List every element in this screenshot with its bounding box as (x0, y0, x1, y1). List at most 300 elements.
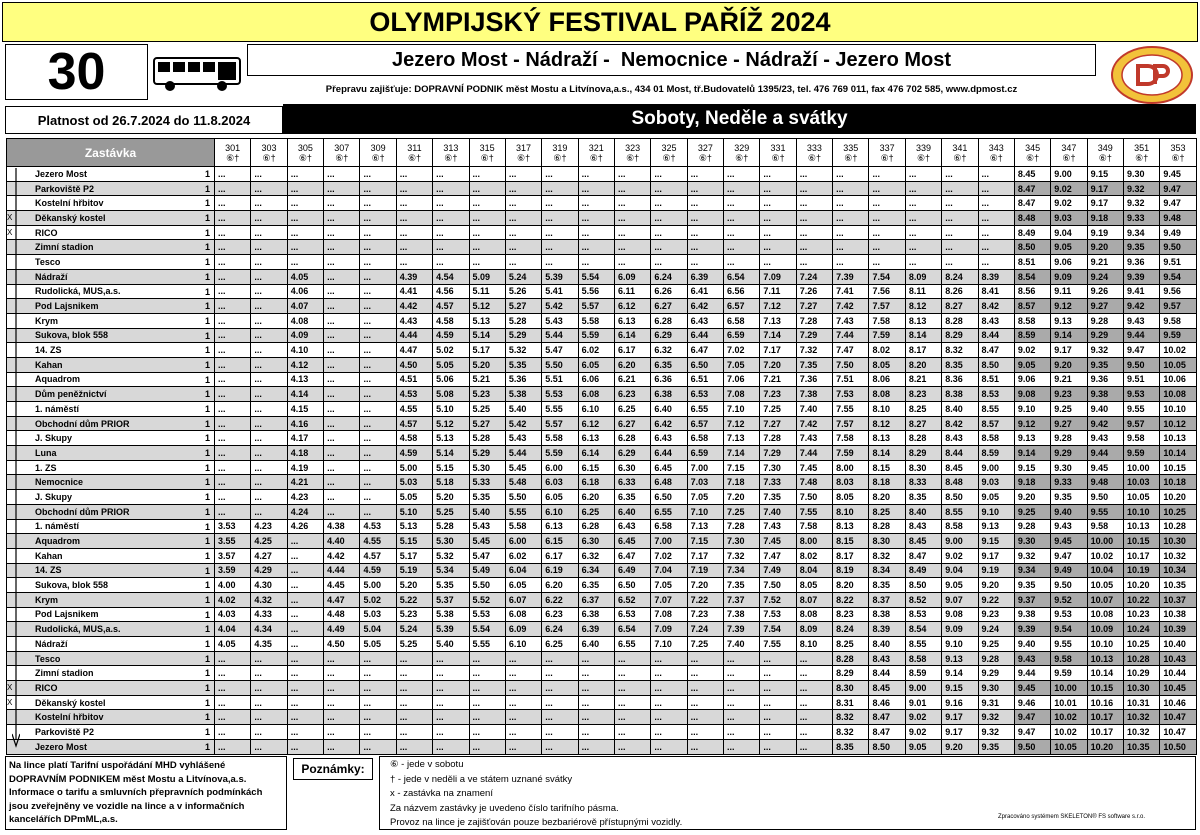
departure-time: 7.23 (687, 607, 723, 622)
departure-time: ... (324, 475, 360, 490)
departure-time: 9.47 (1160, 181, 1196, 196)
trip-number-header: 341 ⑥† (942, 139, 978, 167)
departure-time: 7.02 (651, 548, 687, 563)
departure-time: 4.08 (287, 313, 323, 328)
departure-time: 7.04 (651, 563, 687, 578)
departure-time: ... (360, 431, 396, 446)
timetable-grid (6, 138, 1197, 755)
departure-time: 9.52 (1051, 592, 1087, 607)
departure-time: ... (505, 710, 541, 725)
departure-time: ... (869, 196, 905, 211)
table-row (7, 739, 1197, 754)
departure-time: ... (760, 255, 796, 270)
trip-number-header: 347 ⑥† (1051, 139, 1087, 167)
departure-time: ... (251, 284, 287, 299)
departure-time: 4.39 (396, 269, 432, 284)
departure-time: 7.43 (760, 519, 796, 534)
departure-time: 5.30 (433, 534, 469, 549)
departure-time: 9.35 (978, 739, 1014, 754)
departure-time: 9.40 (1014, 637, 1050, 652)
departure-time: ... (469, 225, 505, 240)
departure-time: ... (215, 490, 251, 505)
departure-time: 8.32 (869, 548, 905, 563)
departure-time: 4.48 (324, 607, 360, 622)
departure-time: 8.48 (1014, 211, 1050, 226)
departure-time: 5.18 (433, 475, 469, 490)
departure-time: 5.14 (469, 328, 505, 343)
departure-time: ... (433, 725, 469, 740)
departure-time: ... (687, 181, 723, 196)
departure-time: ... (578, 651, 614, 666)
departure-time: 6.49 (614, 563, 650, 578)
departure-time: 10.20 (1087, 739, 1123, 754)
departure-time: 8.14 (869, 446, 905, 461)
departure-time: 9.23 (1051, 387, 1087, 402)
tariff-zone: 1 (204, 404, 210, 414)
departure-time: 10.16 (1087, 695, 1123, 710)
departure-time: 6.58 (651, 519, 687, 534)
departure-time: ... (433, 695, 469, 710)
departure-time: 6.52 (614, 592, 650, 607)
table-row (7, 372, 1197, 387)
departure-time: 9.54 (1160, 269, 1196, 284)
departure-time: 9.19 (1087, 225, 1123, 240)
departure-time: 5.23 (396, 607, 432, 622)
departure-time: 7.35 (724, 578, 760, 593)
departure-time: 4.14 (287, 387, 323, 402)
departure-time: 8.12 (869, 416, 905, 431)
departure-time: 10.13 (1160, 431, 1196, 446)
tariff-zone: 1 (204, 213, 210, 224)
departure-time: 8.40 (942, 402, 978, 417)
stop-name: Parkoviště P2 1 (7, 725, 215, 740)
departure-time: 5.02 (360, 592, 396, 607)
departure-time: ... (360, 269, 396, 284)
departure-time: 5.43 (542, 313, 578, 328)
departure-time: 4.05 (215, 637, 251, 652)
departure-time: 8.24 (942, 269, 978, 284)
departure-time: ... (687, 666, 723, 681)
departure-time: ... (760, 225, 796, 240)
departure-time: ... (469, 196, 505, 211)
departure-time: ... (215, 504, 251, 519)
table-row (7, 681, 1197, 696)
departure-time: 9.21 (1087, 255, 1123, 270)
departure-time: 9.30 (1051, 460, 1087, 475)
table-row (7, 725, 1197, 740)
departure-time: 6.54 (614, 622, 650, 637)
departure-time: ... (687, 225, 723, 240)
tariff-zone: 1 (204, 550, 210, 561)
departure-time: 7.44 (833, 328, 869, 343)
departure-time: ... (433, 666, 469, 681)
departure-time: ... (942, 255, 978, 270)
departure-time: ... (869, 255, 905, 270)
departure-time: ... (324, 402, 360, 417)
departure-time: 8.08 (796, 607, 832, 622)
departure-time: 9.02 (905, 710, 941, 725)
departure-time: 7.55 (833, 402, 869, 417)
departure-time: 4.51 (396, 372, 432, 387)
departure-time: ... (360, 313, 396, 328)
departure-time: 9.35 (1014, 578, 1050, 593)
trip-number-header: 323 ⑥† (614, 139, 650, 167)
departure-time: 5.45 (469, 534, 505, 549)
departure-time: 8.20 (905, 357, 941, 372)
departure-time: 6.47 (614, 548, 650, 563)
departure-time: 8.50 (1014, 240, 1050, 255)
departure-time: ... (469, 681, 505, 696)
departure-time: ... (287, 578, 323, 593)
departure-time: 9.48 (1087, 475, 1123, 490)
departure-time: 9.51 (1123, 372, 1159, 387)
departure-time: 7.25 (724, 504, 760, 519)
departure-time: 5.59 (578, 328, 614, 343)
departure-time: ... (542, 225, 578, 240)
departure-time: 8.07 (796, 592, 832, 607)
departure-time: ... (505, 240, 541, 255)
note-item: † - jede v neděli a ve státem uznané svátky (390, 773, 573, 785)
departure-time: 8.28 (942, 313, 978, 328)
stop-name: X RICO 1 (7, 225, 215, 240)
request-stop-mark: X (7, 697, 13, 707)
departure-time: 5.44 (505, 446, 541, 461)
departure-time: ... (215, 196, 251, 211)
departure-time: ... (833, 181, 869, 196)
departure-time: ... (724, 651, 760, 666)
departure-time: 5.41 (542, 284, 578, 299)
departure-time: 4.58 (396, 431, 432, 446)
departure-time: 4.05 (287, 269, 323, 284)
departure-time: ... (324, 651, 360, 666)
departure-time: 9.40 (1087, 402, 1123, 417)
departure-time: ... (760, 240, 796, 255)
departure-time: ... (942, 167, 978, 182)
departure-time: ... (614, 651, 650, 666)
departure-time: 5.13 (469, 313, 505, 328)
departure-time: 8.47 (1014, 181, 1050, 196)
departure-time: 5.55 (505, 504, 541, 519)
departure-time: ... (505, 739, 541, 754)
departure-time: 9.02 (905, 725, 941, 740)
stop-name: Kahan 1 (7, 548, 215, 563)
departure-time: 6.22 (542, 592, 578, 607)
departure-time: 6.32 (651, 343, 687, 358)
stop-name: Kostelní hřbitov 1 (7, 196, 215, 211)
departure-time: ... (324, 313, 360, 328)
departure-time: ... (687, 167, 723, 182)
departure-time: ... (505, 181, 541, 196)
departure-time: 5.56 (578, 284, 614, 299)
departure-time: 5.39 (542, 269, 578, 284)
departure-time: 7.53 (760, 607, 796, 622)
departure-time: 10.32 (1123, 710, 1159, 725)
departure-time: ... (905, 240, 941, 255)
departure-time: 7.52 (760, 592, 796, 607)
departure-time: 9.08 (1014, 387, 1050, 402)
stop-name: Kahan 1 (7, 357, 215, 372)
departure-time: 9.50 (1123, 357, 1159, 372)
departure-time: ... (251, 681, 287, 696)
departure-time: 10.05 (1051, 739, 1087, 754)
departure-time: 9.39 (1014, 622, 1050, 637)
departure-time: ... (760, 167, 796, 182)
departure-time: 9.34 (1014, 563, 1050, 578)
departure-time: 9.36 (1087, 372, 1123, 387)
stop-name: Pod Lajsnikem 1 (7, 607, 215, 622)
departure-time: ... (651, 695, 687, 710)
departure-time: 5.34 (433, 563, 469, 578)
departure-time: 4.45 (324, 578, 360, 593)
departure-time: 6.21 (614, 372, 650, 387)
departure-time: ... (614, 167, 650, 182)
departure-time: 6.13 (542, 519, 578, 534)
departure-time: ... (542, 255, 578, 270)
departure-time: 5.55 (542, 402, 578, 417)
departure-time: 7.47 (833, 343, 869, 358)
departure-time: ... (505, 651, 541, 666)
table-row (7, 328, 1197, 343)
departure-time: 9.20 (1051, 357, 1087, 372)
departure-time: 9.13 (1014, 431, 1050, 446)
departure-time: 5.12 (433, 416, 469, 431)
departure-time: 7.40 (796, 402, 832, 417)
departure-time: 6.38 (578, 607, 614, 622)
departure-time: 9.15 (1087, 167, 1123, 182)
departure-time: 9.55 (1123, 402, 1159, 417)
departure-time: 9.47 (1123, 343, 1159, 358)
departure-time: ... (724, 255, 760, 270)
departure-time: 4.56 (433, 284, 469, 299)
departure-time: 8.49 (1014, 225, 1050, 240)
departure-time: ... (215, 299, 251, 314)
departure-time: ... (724, 695, 760, 710)
departure-time: 6.59 (687, 446, 723, 461)
departure-time: 9.43 (1051, 519, 1087, 534)
note-item: x - zastávka na znamení (390, 788, 493, 799)
departure-time: 9.04 (942, 563, 978, 578)
departure-time: ... (833, 240, 869, 255)
departure-time: 4.12 (287, 357, 323, 372)
departure-time: 9.30 (1123, 167, 1159, 182)
table-row (7, 431, 1197, 446)
departure-time: ... (251, 269, 287, 284)
tariff-zone: 1 (204, 271, 210, 282)
departure-time: 4.19 (287, 460, 323, 475)
departure-time: 8.55 (905, 637, 941, 652)
departure-time: 8.54 (1014, 269, 1050, 284)
departure-time: ... (724, 167, 760, 182)
departure-time: 8.10 (796, 637, 832, 652)
departure-time: ... (760, 695, 796, 710)
departure-time: ... (724, 225, 760, 240)
departure-time: ... (505, 225, 541, 240)
trip-number-header: 325 ⑥† (651, 139, 687, 167)
departure-time: 5.14 (433, 446, 469, 461)
departure-time: 6.20 (578, 490, 614, 505)
departure-time: ... (978, 211, 1014, 226)
departure-time: ... (578, 725, 614, 740)
departure-time: 10.35 (1160, 578, 1196, 593)
departure-time: 8.30 (905, 460, 941, 475)
departure-time: 9.38 (1014, 607, 1050, 622)
departure-time: 7.43 (833, 313, 869, 328)
departure-time: ... (433, 255, 469, 270)
departure-time: 5.19 (396, 563, 432, 578)
departure-time: 7.35 (796, 357, 832, 372)
departure-time: 8.17 (905, 343, 941, 358)
departure-time: 9.50 (1160, 240, 1196, 255)
departure-time: 6.58 (724, 313, 760, 328)
stop-name: Tesco 1 (7, 651, 215, 666)
departure-time: ... (215, 313, 251, 328)
stop-name: Pod Lajsnikem 1 (7, 299, 215, 314)
departure-time: ... (360, 167, 396, 182)
departure-time: 9.43 (1014, 651, 1050, 666)
departure-time: ... (542, 710, 578, 725)
departure-time: 4.42 (324, 548, 360, 563)
departure-time: 9.53 (1123, 387, 1159, 402)
departure-time: 9.33 (1051, 475, 1087, 490)
departure-time: 9.20 (978, 578, 1014, 593)
departure-time: ... (796, 651, 832, 666)
departure-time: ... (287, 710, 323, 725)
departure-time: 6.00 (505, 534, 541, 549)
departure-time: ... (360, 416, 396, 431)
table-row (7, 578, 1197, 593)
departure-time: 4.29 (251, 563, 287, 578)
departure-time: 10.31 (1123, 695, 1159, 710)
departure-time: 9.58 (1123, 431, 1159, 446)
table-row (7, 402, 1197, 417)
departure-time: ... (469, 725, 505, 740)
departure-time: ... (251, 225, 287, 240)
departure-time: 6.53 (614, 607, 650, 622)
departure-time: 10.01 (1051, 695, 1087, 710)
departure-time: 4.50 (324, 637, 360, 652)
departure-time: 9.59 (1160, 328, 1196, 343)
trip-number-header: 311 ⑥† (396, 139, 432, 167)
departure-time: 5.42 (505, 416, 541, 431)
departure-time: 7.43 (796, 431, 832, 446)
tariff-zone: 1 (204, 462, 210, 473)
departure-time: ... (796, 710, 832, 725)
departure-time: 6.42 (687, 299, 723, 314)
tariff-zone: 1 (204, 477, 210, 488)
tariff-zone: 1 (204, 359, 210, 370)
departure-time: ... (796, 725, 832, 740)
departure-time: 5.35 (433, 578, 469, 593)
departure-time: 7.22 (687, 592, 723, 607)
departure-time: 9.36 (1123, 255, 1159, 270)
departure-time: 8.43 (905, 519, 941, 534)
departure-time: ... (251, 710, 287, 725)
departure-time: 5.47 (469, 548, 505, 563)
departure-time: 10.09 (1087, 622, 1123, 637)
departure-time: ... (324, 299, 360, 314)
departure-time: 4.03 (215, 607, 251, 622)
departure-time: 5.38 (505, 387, 541, 402)
departure-time: ... (796, 225, 832, 240)
departure-time: 6.39 (578, 622, 614, 637)
table-row (7, 710, 1197, 725)
table-row (7, 490, 1197, 505)
departure-time: ... (724, 725, 760, 740)
departure-time: 8.04 (796, 563, 832, 578)
departure-time: 7.15 (724, 460, 760, 475)
departure-time: 7.26 (796, 284, 832, 299)
departure-time: ... (251, 211, 287, 226)
departure-time: 8.49 (905, 563, 941, 578)
tariff-zone: 1 (204, 639, 210, 649)
departure-time: ... (360, 181, 396, 196)
departure-time: ... (469, 739, 505, 754)
stop-name: Tesco 1 (7, 255, 215, 270)
departure-time: 9.12 (1051, 299, 1087, 314)
departure-time: ... (360, 460, 396, 475)
departure-time: ... (287, 622, 323, 637)
departure-time: 5.40 (505, 402, 541, 417)
departure-time: 9.57 (1160, 299, 1196, 314)
departure-time: 6.38 (651, 387, 687, 402)
departure-time: 5.44 (542, 328, 578, 343)
departure-time: 8.09 (905, 269, 941, 284)
table-row (7, 240, 1197, 255)
departure-time: ... (324, 695, 360, 710)
trip-number-header: 343 ⑥† (978, 139, 1014, 167)
departure-time: 5.57 (542, 416, 578, 431)
departure-time: ... (287, 637, 323, 652)
departure-time: 9.18 (1087, 211, 1123, 226)
departure-time: 9.18 (1014, 475, 1050, 490)
departure-time: ... (978, 240, 1014, 255)
departure-time: 4.32 (251, 592, 287, 607)
departure-time: ... (396, 225, 432, 240)
departure-time: ... (869, 167, 905, 182)
departure-time: 8.00 (833, 460, 869, 475)
departure-time: 5.12 (469, 299, 505, 314)
departure-time: 9.27 (1051, 416, 1087, 431)
departure-time: 9.08 (942, 607, 978, 622)
departure-time: 8.45 (942, 460, 978, 475)
tariff-zone: 1 (204, 712, 210, 723)
departure-time: 4.57 (433, 299, 469, 314)
departure-time: 9.14 (1051, 328, 1087, 343)
departure-time: ... (251, 431, 287, 446)
departure-time: 9.32 (978, 725, 1014, 740)
departure-time: 5.10 (433, 402, 469, 417)
departure-time: 5.26 (505, 284, 541, 299)
departure-time: ... (396, 725, 432, 740)
departure-time: 6.58 (687, 431, 723, 446)
table-row (7, 387, 1197, 402)
table-row (7, 607, 1197, 622)
departure-time: ... (251, 372, 287, 387)
departure-time: 7.45 (796, 460, 832, 475)
departure-time: 5.39 (433, 622, 469, 637)
trip-number-header: 313 ⑥† (433, 139, 469, 167)
departure-time: 9.19 (978, 563, 1014, 578)
departure-time: 10.13 (1087, 651, 1123, 666)
departure-time: 5.35 (469, 490, 505, 505)
departure-time: 9.13 (942, 651, 978, 666)
stop-name: Parkoviště P2 1 (7, 181, 215, 196)
departure-time: 6.44 (687, 328, 723, 343)
departure-time: ... (578, 739, 614, 754)
tariff-zone: 1 (204, 330, 210, 341)
departure-time: 5.25 (396, 637, 432, 652)
departure-time: 9.07 (942, 592, 978, 607)
